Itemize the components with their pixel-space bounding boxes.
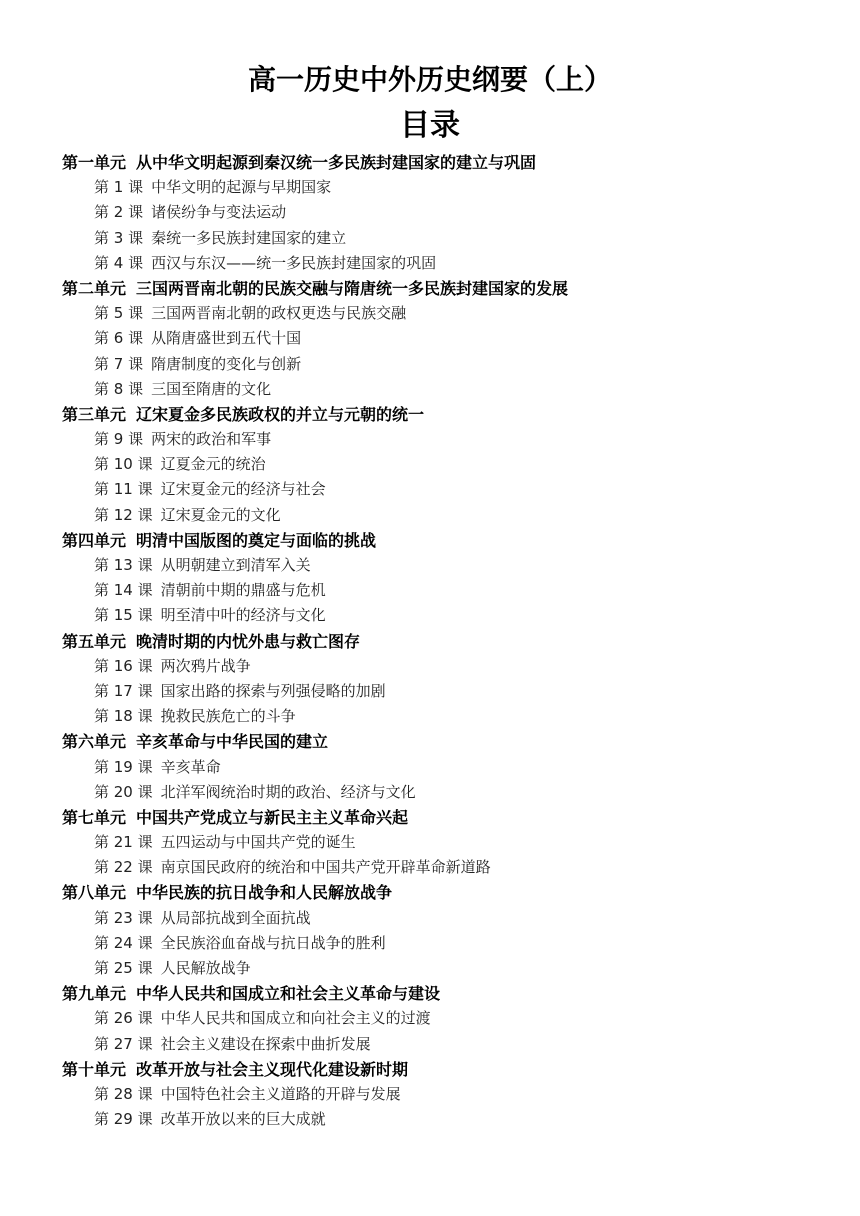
lesson-title: 从局部抗战到全面抗战 [160, 908, 311, 927]
lesson-number: 第 11 课 [94, 480, 153, 499]
toc-heading: 目录 [400, 108, 460, 143]
unit-number: 第六单元 [62, 732, 127, 752]
lesson-number: 第 22 课 [94, 858, 153, 877]
lesson-title: 人民解放战争 [160, 959, 251, 977]
lesson-title: 两次鸦片战争 [160, 656, 251, 675]
lesson-number: 第 10 课 [94, 455, 153, 474]
lesson-entry [0, 704, 860, 729]
lesson-title: 社会主义建设在探索中曲折发展 [160, 1034, 371, 1053]
lesson-entry [0, 956, 860, 981]
lesson-title: 明至清中叶的经济与文化 [160, 606, 326, 625]
unit-title: 中华民族的抗日战争和人民解放战争 [136, 883, 393, 903]
lesson-number: 第 20 课 [94, 782, 153, 801]
lesson-title: 辽宋夏金元的文化 [160, 505, 281, 524]
lesson-number: 第 24 课 [94, 933, 153, 952]
lesson-title: 五四运动与中国共产党的诞生 [160, 833, 356, 852]
lesson-number: 第 21 课 [94, 833, 153, 852]
unit-title: 中华人民共和国成立和社会主义革命与建设 [136, 984, 441, 1004]
lesson-entry [0, 906, 860, 931]
unit-title: 晚清时期的内忧外患与救亡图存 [136, 631, 361, 651]
lesson-title: 西汉与东汉——统一多民族封建国家的巩固 [151, 253, 437, 272]
lesson-entry [0, 477, 860, 502]
unit-title: 明清中国版图的奠定与面临的挑战 [136, 530, 377, 550]
lesson-entry [0, 553, 860, 578]
unit-heading [0, 629, 860, 654]
lesson-title: 南京国民政府的统治和中国共产党开辟革命新道路 [160, 858, 491, 877]
unit-heading [0, 805, 860, 830]
lesson-entry [0, 352, 860, 377]
lesson-entry [0, 855, 860, 880]
unit-title: 三国两晋南北朝的民族交融与隋唐统一多民族封建国家的发展 [136, 278, 569, 298]
lesson-number: 第 6 课 [94, 329, 144, 348]
unit-number: 第一单元 [62, 153, 127, 172]
lesson-entry [0, 1082, 860, 1107]
lesson-title: 辽宋夏金元的经济与社会 [160, 480, 326, 499]
unit-title: 中国共产党成立与新民主主义革命兴起 [136, 807, 409, 827]
lesson-title: 诸侯纷争与变法运动 [151, 203, 287, 222]
lesson-number: 第 1 课 [94, 178, 144, 197]
lesson-entry [0, 1032, 860, 1057]
lesson-title: 辽夏金元的统治 [160, 455, 266, 474]
unit-title: 从中华文明起源到秦汉统一多民族封建国家的建立与巩固 [136, 153, 537, 172]
unit-number: 第四单元 [62, 530, 127, 550]
lesson-title: 中华人民共和国成立和向社会主义的过渡 [160, 1009, 431, 1028]
unit-title: 辛亥革命与中华民国的建立 [136, 732, 329, 752]
lesson-number: 第 13 课 [94, 556, 153, 574]
lesson-title: 全民族浴血奋战与抗日战争的胜利 [160, 933, 386, 952]
lesson-title: 清朝前中期的鼎盛与危机 [160, 581, 326, 600]
unit-heading [0, 729, 860, 754]
unit-number: 第九单元 [62, 984, 127, 1004]
unit-heading [0, 880, 860, 905]
lesson-number: 第 12 课 [94, 505, 153, 524]
unit-number: 第三单元 [62, 404, 127, 424]
lesson-number: 第 29 课 [94, 1110, 153, 1129]
unit-number: 第二单元 [62, 278, 127, 298]
lesson-entry [0, 603, 860, 628]
unit-heading [0, 981, 860, 1006]
lesson-number: 第 7 课 [94, 354, 144, 373]
table-of-contents [0, 150, 860, 1132]
lesson-title: 隋唐制度的变化与创新 [151, 354, 302, 373]
lesson-entry [0, 679, 860, 704]
lesson-entry [0, 200, 860, 225]
unit-number: 第八单元 [62, 883, 127, 903]
lesson-entry [0, 1006, 860, 1031]
lesson-number: 第 4 课 [94, 253, 144, 272]
lesson-title: 中华文明的起源与早期国家 [151, 178, 332, 197]
unit-heading [0, 1057, 860, 1082]
lesson-title: 两宋的政治和军事 [151, 430, 272, 449]
unit-heading [0, 402, 860, 427]
lesson-entry [0, 654, 860, 679]
lesson-entry [0, 251, 860, 276]
lesson-number: 第 9 课 [94, 430, 144, 449]
lesson-number: 第 26 课 [94, 1009, 153, 1028]
lesson-entry [0, 326, 860, 351]
lesson-entry [0, 780, 860, 805]
lesson-entry [0, 1107, 860, 1132]
lesson-title: 秦统一多民族封建国家的建立 [151, 228, 347, 247]
lesson-title: 国家出路的探索与列强侵略的加剧 [160, 681, 386, 700]
lesson-number: 第 16 课 [94, 656, 153, 675]
lesson-entry [0, 427, 860, 452]
lesson-number: 第 25 课 [94, 959, 153, 977]
unit-heading [0, 276, 860, 301]
lesson-title: 中国特色社会主义道路的开辟与发展 [160, 1084, 401, 1103]
lesson-number: 第 28 课 [94, 1084, 153, 1103]
lesson-entry [0, 830, 860, 855]
lesson-entry [0, 755, 860, 780]
lesson-title: 北洋军阀统治时期的政治、经济与文化 [160, 782, 416, 801]
lesson-number: 第 19 课 [94, 757, 153, 776]
lesson-entry [0, 377, 860, 402]
lesson-title: 三国至隋唐的文化 [151, 379, 272, 398]
lesson-title: 挽救民族危亡的斗争 [160, 707, 296, 726]
lesson-number: 第 3 课 [94, 228, 144, 247]
lesson-title: 辛亥革命 [160, 757, 221, 776]
unit-heading [0, 528, 860, 553]
lesson-number: 第 15 课 [94, 606, 153, 625]
lesson-number: 第 2 课 [94, 203, 144, 222]
unit-title: 改革开放与社会主义现代化建设新时期 [136, 1059, 409, 1079]
lesson-title: 改革开放以来的巨大成就 [160, 1110, 326, 1129]
lesson-entry [0, 503, 860, 528]
lesson-number: 第 23 课 [94, 908, 153, 927]
lesson-number: 第 5 课 [94, 304, 144, 323]
lesson-entry [0, 931, 860, 956]
lesson-number: 第 8 课 [94, 379, 144, 398]
lesson-entry [0, 226, 860, 251]
unit-number: 第十单元 [62, 1059, 127, 1079]
unit-heading [0, 150, 860, 175]
unit-number: 第七单元 [62, 807, 127, 827]
unit-title: 辽宋夏金多民族政权的并立与元朝的统一 [136, 404, 425, 424]
lesson-title: 从明朝建立到清军入关 [160, 556, 311, 574]
unit-number: 第五单元 [62, 631, 127, 651]
lesson-number: 第 17 课 [94, 681, 153, 700]
lesson-number: 第 14 课 [94, 581, 153, 600]
lesson-title: 三国两晋南北朝的政权更迭与民族交融 [151, 304, 407, 323]
lesson-entry [0, 175, 860, 200]
lesson-entry [0, 452, 860, 477]
lesson-number: 第 18 课 [94, 707, 153, 726]
lesson-entry [0, 578, 860, 603]
lesson-entry [0, 301, 860, 326]
document-title: 高一历史中外历史纲要（上） [247, 63, 612, 96]
lesson-title: 从隋唐盛世到五代十国 [151, 329, 302, 348]
lesson-number: 第 27 课 [94, 1034, 153, 1053]
